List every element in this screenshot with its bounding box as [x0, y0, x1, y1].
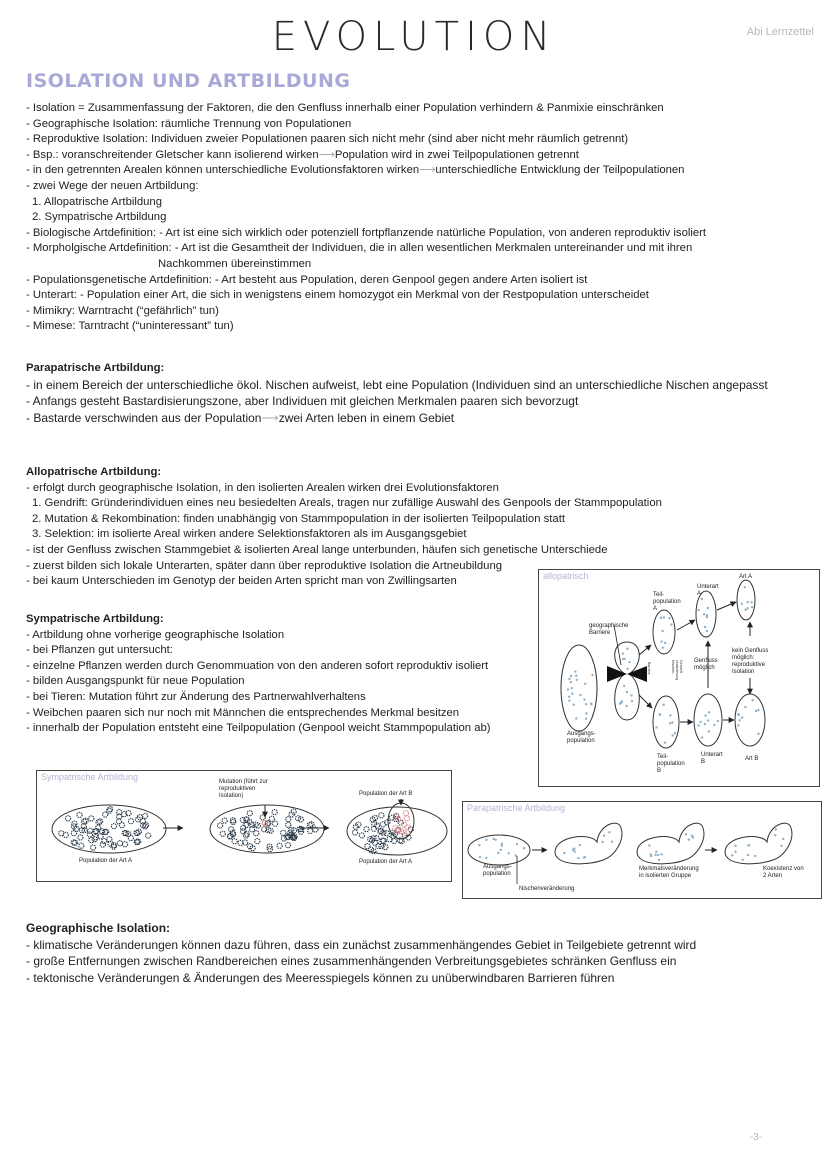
flower-dot	[260, 815, 265, 820]
geo-line: - große Entfernungen zwischen Randbereichen eines zusammenhängenden Verbreitungsgebietes schränken Genfluss ein	[26, 954, 677, 969]
intro-line: Nachkommen übereinstimmen	[158, 257, 312, 270]
dot	[701, 736, 703, 738]
flower-dot	[117, 841, 122, 846]
dot	[601, 841, 603, 843]
unterart-b-label: Unterart	[701, 752, 723, 758]
figure-label: Parapatrische Artbildung	[467, 803, 566, 813]
nischen-label: Nischenveränderung	[519, 886, 575, 892]
dot	[622, 652, 624, 654]
flower-dot	[308, 828, 313, 833]
dot	[478, 844, 480, 846]
flower-dot	[286, 822, 291, 827]
allopatric-line: 2. Mutation & Rekombination: finden unabhängig von Stammpopulation in der isolierten Teilpopulation statt	[32, 512, 565, 525]
sympatric-line: - innerhalb der Population entsteht eine Teilpopulation (Genpool weicht Stammpopulation ab)	[26, 722, 491, 735]
dot	[623, 685, 625, 687]
dot	[706, 614, 708, 616]
flower-dot	[71, 831, 76, 836]
genfluss-label: Genfluss	[694, 658, 718, 664]
mutation-label: Mutation (führt zur	[219, 779, 268, 785]
dot	[744, 609, 746, 611]
dot	[591, 674, 593, 676]
dot	[603, 834, 605, 836]
unterart-a-oval	[696, 591, 716, 637]
dot	[747, 844, 749, 846]
dot	[742, 859, 744, 861]
dot	[584, 683, 586, 685]
flower-dot	[285, 843, 290, 848]
dot	[774, 834, 776, 836]
bsp-result: Population wird in zwei Teilpopulationen getrennt	[334, 148, 579, 161]
flower-dot	[352, 830, 357, 835]
unterart-a-label: A	[697, 591, 702, 597]
dot	[731, 854, 733, 856]
dot	[570, 681, 572, 683]
flower-dot	[380, 822, 385, 827]
dot	[660, 853, 662, 855]
kein-genfluss-label: kein Genfluss	[732, 648, 769, 654]
flower-dot	[128, 819, 133, 824]
art-a-label: Art A	[739, 574, 753, 580]
dot	[734, 845, 736, 847]
flower-dot	[116, 819, 121, 824]
flower-dot	[272, 810, 277, 815]
teilpopulation-a-label: Teil-	[653, 592, 665, 598]
allopatric-line: - ist der Genfluss zwischen Stammgebiet & isolierten Areal lange unterbunden, häufen sich genetische Unterschiede	[26, 543, 608, 556]
dot	[571, 692, 573, 694]
kein-genfluss-label: reproduktive	[732, 662, 766, 668]
dot	[775, 828, 777, 830]
flower-dot	[255, 839, 260, 844]
dot	[704, 626, 706, 628]
intro-line: - Geographische Isolation: räumliche Trennung von Populationen	[26, 117, 352, 130]
allopatric-line: 3. Selektion: im isolierte Areal wirken andere Selektionsfaktoren als im Ausgangsgebiet	[32, 528, 467, 541]
flower-dot	[218, 823, 223, 828]
nischen-shape	[555, 823, 622, 864]
dot	[741, 603, 743, 605]
dot	[515, 854, 517, 856]
ausgangspopulation-label: population	[567, 738, 595, 744]
intro-line: - Isolation = Zusammenfassung der Faktoren, die den Genfluss innerhalb einer Population verhindern & Panmixie einschränken	[26, 102, 664, 114]
dot	[500, 849, 502, 851]
dot	[516, 843, 518, 845]
flower-dot	[371, 826, 376, 831]
parapatric-figure	[462, 801, 822, 899]
population-a-label: Population der Art A	[359, 859, 413, 865]
dot	[754, 855, 756, 857]
dot	[571, 687, 573, 689]
allopatric-line: 1. Gendrift: Gründerindividuen eines neu besiedelten Areals, tragen nur zufällige Auswahl des Genpools der Stammpopulation	[32, 497, 662, 510]
dot	[495, 839, 497, 841]
dot	[746, 607, 748, 609]
dot	[568, 696, 570, 698]
genfluss-label: möglich	[694, 665, 715, 671]
dot	[628, 661, 630, 663]
population-b-label: Population der Art B	[359, 791, 413, 797]
intro-line	[26, 148, 706, 164]
dot	[608, 831, 610, 833]
dot	[674, 732, 676, 734]
population-split-oval	[347, 807, 447, 855]
dot	[575, 674, 577, 676]
mutation-label: reproduktiven	[219, 786, 256, 792]
dot	[757, 709, 759, 711]
flower-dot	[122, 842, 127, 847]
dot	[573, 848, 575, 850]
dot	[497, 852, 499, 854]
flower-dot	[231, 819, 236, 824]
dot	[713, 724, 715, 726]
dot	[664, 742, 666, 744]
dot	[568, 678, 570, 680]
allopatric-line: - zuerst bilden sich lokale Unterarten, später dann über reproduktive Isolation die Artneubildung	[26, 559, 503, 572]
dot	[650, 855, 652, 857]
merkmal-label: in isolierten Gruppe	[639, 873, 692, 879]
mutation-label: Isolation)	[219, 793, 244, 799]
ausgangspopulation-label: population	[483, 871, 511, 877]
intro-line: - Unterart: - Population einer Art, die sich in wenigstens einem homozygot ein Merkmal von der Restpopulation unterscheidet	[26, 289, 649, 302]
dot	[746, 601, 748, 603]
dot	[688, 838, 690, 840]
allopatric-heading: Allopatrische Artbildung:	[26, 466, 162, 478]
flower-dot	[240, 829, 245, 834]
dot	[623, 658, 625, 660]
dot	[757, 733, 759, 735]
dot	[585, 718, 587, 720]
intro-line: - Reproduktive Isolation: Individuen zweier Populationen paaren sich nicht mehr (sind aber nicht mehr räumlich getrennt)	[26, 133, 629, 146]
kein-genfluss-label: möglich:	[732, 655, 755, 661]
flower-dot	[77, 812, 82, 817]
dot	[585, 703, 587, 705]
parapatric-heading: Parapatrische Artbildung:	[26, 362, 165, 374]
dot	[737, 713, 739, 715]
dot	[660, 640, 662, 642]
teilpopulation-b-label: B	[657, 768, 662, 774]
population-a-label: Population der Art A	[79, 858, 133, 864]
population-dots	[478, 828, 784, 861]
flower-dot	[277, 843, 282, 848]
dot	[579, 694, 581, 696]
flower-dot	[146, 833, 151, 838]
dot	[626, 691, 628, 693]
vertical-label: Gendrift	[679, 660, 683, 673]
dot	[658, 859, 660, 861]
parapatric-line: - in einem Bereich der unterschiedliche ökol. Nischen aufweist, lebt eine Population (Individuen sind an unterschiedliche Nischen angepasst	[26, 377, 768, 392]
flower-dot	[232, 839, 237, 844]
teilpopulation-b-label: Teil-	[657, 754, 669, 760]
dot	[707, 607, 709, 609]
dot	[573, 850, 575, 852]
flower-dot	[98, 834, 103, 839]
dot	[659, 713, 661, 715]
areal-result: unterschiedliche Entwicklung der Teilpopulationen	[435, 164, 685, 177]
dot	[654, 854, 656, 856]
art-b-label: Art B	[745, 756, 759, 762]
koexistenz-shape	[725, 823, 792, 864]
barrier-icon	[627, 666, 647, 682]
flower-dot	[63, 832, 68, 837]
barrier-label: geographische	[589, 623, 629, 629]
merkmal-shape	[637, 823, 704, 864]
art-a-oval	[737, 580, 755, 620]
sympatric-line: - einzelne Pflanzen werden durch Genommuation von den anderen sofort reproduktiv isoliert	[26, 659, 489, 672]
dot	[670, 623, 672, 625]
dot	[507, 852, 509, 854]
geo-block	[26, 920, 696, 986]
dot	[708, 730, 710, 732]
dot	[685, 833, 687, 835]
flower-dot	[281, 830, 286, 835]
dot	[707, 719, 709, 721]
dot	[698, 609, 700, 611]
dot	[691, 835, 693, 837]
barrier-icon	[607, 666, 627, 682]
dot	[631, 700, 633, 702]
dot	[706, 630, 708, 632]
kein-genfluss-label: Isolation	[732, 669, 755, 675]
sympatric-diagram	[37, 771, 451, 881]
hourglass-population	[615, 642, 640, 720]
sympatric-figure	[36, 770, 452, 882]
flower-dot	[87, 832, 92, 837]
intro-line: - Morpholgische Artdefinition: - Art ist die Gesamtheit der Individuen, die in allen wesentlichen Merkmalen untereinander und mit ihren	[26, 242, 693, 255]
dot	[648, 844, 650, 846]
dot	[747, 854, 749, 856]
dot	[663, 616, 665, 618]
allopatric-diagram	[539, 570, 819, 786]
dot	[492, 838, 494, 840]
dot	[703, 613, 705, 615]
header-tag: Abi Lernzettel	[746, 26, 814, 38]
ausgangspopulation-oval	[561, 645, 597, 731]
dot	[661, 630, 663, 632]
dot	[701, 598, 703, 600]
dot	[590, 703, 592, 705]
flower-dot	[254, 831, 259, 836]
dot	[751, 606, 753, 608]
flower-dot	[379, 813, 384, 818]
teilpopulation-b-oval	[653, 696, 679, 748]
dot	[501, 842, 503, 844]
dot	[583, 856, 585, 858]
allopatric-figure	[538, 569, 820, 787]
intro-line: 2. Sympatrische Artbildung	[32, 211, 167, 224]
dot	[672, 734, 674, 736]
ausgangspopulation-oval	[468, 835, 530, 865]
allopatric-line: - erfolgt durch geographische Isolation, in den isolierten Arealen wirken drei Evolutionsfaktoren	[26, 481, 499, 494]
dot	[575, 717, 577, 719]
dot	[671, 721, 673, 723]
dot	[485, 839, 487, 841]
flower-dot	[273, 821, 278, 826]
dot	[621, 700, 623, 702]
geo-heading: Geographische Isolation:	[26, 921, 171, 935]
page-number: -3-	[749, 1132, 762, 1143]
parapatric-line: - Anfangs gesteht Bastardisierungszone, aber Individuen mit gleichen Merkmalen paaren sich bevorzugt	[26, 394, 579, 409]
sympatric-block	[26, 612, 491, 737]
dot	[738, 719, 740, 721]
dot	[697, 724, 699, 726]
dot	[741, 716, 743, 718]
dot	[577, 857, 579, 859]
dot	[669, 722, 671, 724]
dot	[611, 841, 613, 843]
intro-line	[26, 163, 706, 179]
teilpopulation-a-label: A	[653, 606, 658, 612]
flower-dot	[244, 822, 249, 827]
flower-dot	[143, 813, 148, 818]
dot	[660, 617, 662, 619]
flower-dot	[286, 817, 291, 822]
teilpopulation-a-label: population	[653, 599, 681, 605]
merkmal-label: Merkmalsveränderung	[639, 866, 699, 872]
dot	[630, 694, 632, 696]
flower-dot	[103, 812, 108, 817]
intro-line: - zwei Wege der neuen Artbildung:	[26, 179, 199, 192]
dot	[485, 857, 487, 859]
flower-dot	[107, 837, 112, 842]
dot	[750, 601, 752, 603]
flower-dot	[111, 824, 116, 829]
koexistenz-label: Koexistenz von	[763, 866, 804, 872]
dot	[662, 704, 664, 706]
flower-dot	[359, 833, 364, 838]
flower-dot	[364, 827, 369, 832]
ausgangspopulation-label: Ausgangs-	[483, 864, 512, 870]
flower-dot	[222, 818, 227, 823]
dot	[574, 670, 576, 672]
dot	[734, 850, 736, 852]
sympatric-heading: Sympatrische Artbildung:	[26, 613, 164, 625]
intro-line: 1. Allopatrische Artbildung	[32, 195, 162, 208]
dot	[782, 838, 784, 840]
dot	[699, 721, 701, 723]
flower-dot	[281, 836, 286, 841]
sympatric-line: - bei Pflanzen gut untersucht:	[26, 644, 173, 657]
dot	[479, 856, 481, 858]
dot	[664, 642, 666, 644]
dot	[625, 705, 627, 707]
intro-block	[26, 101, 706, 335]
dot	[570, 675, 572, 677]
dot	[752, 699, 754, 701]
dot	[523, 847, 525, 849]
section-title: ISOLATION UND ARTBILDUNG	[26, 70, 351, 92]
allopatric-line: - bei kaum Unterschieden im Genotyp der beiden Arten spricht man von Zwillingsarten	[26, 575, 457, 588]
flower-dot	[380, 838, 385, 843]
flower-dot	[65, 816, 70, 821]
dot	[744, 586, 746, 588]
parapatric-diagram	[463, 802, 821, 898]
flower-dot	[78, 835, 83, 840]
vertical-label: Nischen-	[671, 660, 675, 675]
unterart-a-label: Unterart	[697, 584, 719, 590]
geo-line: - klimatische Veränderungen können dazu führen, dass ein zunächst zusammenhängendes Gebiet in Teilgebiete getrennt wird	[26, 937, 697, 952]
flower-dot	[79, 843, 84, 848]
arrow-icon: ⟶	[419, 164, 436, 177]
intro-line: - Biologische Artdefinition: - Art ist eine sich wirklich oder potenziell fortpflanzende natürliche Population, von anderen reproduktiv isoliert	[26, 226, 707, 239]
dot	[655, 851, 657, 853]
sympatric-line: - Artbildung ohne vorherige geographische Isolation	[26, 628, 285, 641]
vertical-label: Barriere	[647, 662, 651, 675]
vertical-label: veränderung	[675, 660, 679, 681]
dot	[657, 854, 659, 856]
flower-dot	[108, 841, 113, 846]
dot	[567, 688, 569, 690]
koexistenz-label: 2 Arten	[763, 873, 783, 879]
flower-dot	[220, 831, 225, 836]
flower-dot	[119, 822, 124, 827]
dot	[708, 711, 710, 713]
barrier-label: Barriere	[589, 630, 611, 636]
flower-dot	[403, 810, 408, 815]
dot	[573, 704, 575, 706]
unterart-b-label: B	[701, 759, 706, 765]
arrow-icon: ⟶	[318, 148, 335, 161]
dot	[626, 668, 628, 670]
flower-dot	[90, 845, 95, 850]
sympatric-line: - bilden Ausgangspunkt für neue Population	[26, 675, 245, 688]
geo-line: - tektonische Veränderungen & Änderungen des Meeresspiegels können zu unüberwindbaren Barrieren führen	[26, 970, 615, 985]
dot	[583, 698, 585, 700]
figure-label: Sympatrische Artbildung	[41, 772, 139, 782]
dot	[576, 679, 578, 681]
intro-line: - Mimikry: Warntracht (“gefährlich” tun)	[26, 304, 219, 317]
intro-line: - Populationsgenetische Artdefinition: - Art besteht aus Population, deren Genpool gegen andere Arten isoliert ist	[26, 273, 588, 286]
flower-dot	[247, 811, 252, 816]
dot	[619, 702, 621, 704]
dot	[579, 844, 581, 846]
ausgangspopulation-label: Ausgangs-	[567, 731, 596, 737]
dot	[662, 646, 664, 648]
dot	[568, 700, 570, 702]
dot	[704, 714, 706, 716]
dot	[744, 706, 746, 708]
dot	[737, 724, 739, 726]
flower-dot	[89, 816, 94, 821]
bsp-text: - Bsp.: voranschreitender Gletscher kann isolierend wirken	[26, 148, 319, 161]
parapatric-result: zwei Arten leben in einem Gebiet	[278, 410, 455, 425]
intro-line: - Mimese: Tarntracht (“uninteressant” tun)	[26, 320, 234, 333]
dot	[501, 845, 503, 847]
dot	[655, 726, 657, 728]
dot	[669, 714, 671, 716]
dot	[668, 617, 670, 619]
dot	[704, 723, 706, 725]
figure-label: allopatrisch	[543, 571, 589, 581]
dot	[780, 845, 782, 847]
page-title: EVOLUTION	[271, 14, 557, 60]
areal-text: - in den getrennten Arealen können unterschiedliche Evolutionsfaktoren wirken	[26, 164, 420, 177]
teilpopulation-b-label: population	[657, 761, 685, 767]
sympatric-line: - Weibchen paaren sich nur noch mit Männchen die entsprechendes Merkmal besitzen	[26, 706, 460, 719]
dot	[755, 710, 757, 712]
flower-dot	[128, 835, 133, 840]
dot	[717, 720, 719, 722]
dot	[626, 648, 628, 650]
parapatric-text: - Bastarde verschwinden aus der Population	[26, 410, 262, 425]
sympatric-line: - bei Tieren: Mutation führt zur Änderung des Partnerwahlverhaltens	[26, 690, 366, 703]
flower-dot	[404, 816, 409, 821]
parapatric-block	[26, 361, 768, 426]
dot	[563, 852, 565, 854]
dot	[585, 712, 587, 714]
parapatric-line	[26, 410, 768, 427]
arrow-icon: ⟶	[261, 410, 279, 425]
